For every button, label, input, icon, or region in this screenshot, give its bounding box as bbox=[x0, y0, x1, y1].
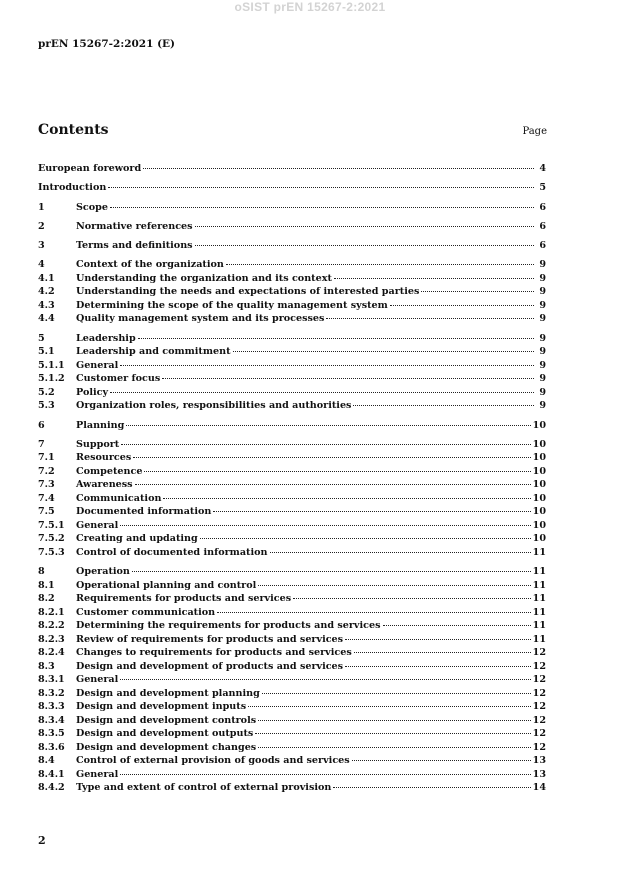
toc-entry-number: 7.5 bbox=[38, 506, 55, 518]
toc-dot-leader bbox=[334, 278, 534, 279]
toc-entry-number: 8.3.1 bbox=[38, 674, 65, 686]
toc-dot-leader bbox=[213, 511, 530, 512]
toc-entry[interactable] bbox=[38, 565, 546, 579]
toc-entry-page: 9 bbox=[539, 286, 546, 298]
toc-entry-page: 10 bbox=[532, 438, 546, 450]
toc-dot-leader bbox=[120, 525, 530, 526]
toc-entry-page: 12 bbox=[532, 647, 546, 659]
toc-entry[interactable] bbox=[38, 492, 546, 506]
toc-entry[interactable] bbox=[38, 579, 546, 593]
toc-entry-title: General bbox=[76, 359, 119, 371]
toc-dot-leader bbox=[126, 425, 530, 426]
toc-entry-title: European foreword bbox=[38, 163, 142, 174]
toc-dot-leader bbox=[138, 338, 534, 339]
toc-dot-leader bbox=[258, 747, 530, 748]
toc-entry-title: Resources bbox=[76, 452, 132, 464]
toc-dot-leader bbox=[110, 207, 534, 208]
toc-entry-page: 11 bbox=[532, 606, 546, 618]
toc-entry-title: Type and extent of control of external provision bbox=[76, 782, 332, 794]
toc-entry-title: Changes to requirements for products and services bbox=[76, 647, 352, 659]
toc-dot-leader bbox=[258, 585, 530, 586]
toc-entry-page: 9 bbox=[539, 386, 546, 398]
contents-title: Contents bbox=[38, 122, 109, 138]
toc-entry-number: 8.2.1 bbox=[38, 606, 65, 618]
toc-entry-page: 10 bbox=[532, 519, 546, 531]
toc-entry-title: Competence bbox=[76, 465, 143, 477]
toc-entry-page: 10 bbox=[532, 465, 546, 477]
toc-dot-leader bbox=[195, 226, 534, 227]
toc-entry[interactable] bbox=[38, 754, 546, 768]
toc-entry-page: 10 bbox=[532, 479, 546, 491]
toc-dot-leader bbox=[258, 720, 531, 721]
toc-entry-page: 6 bbox=[539, 240, 546, 252]
toc-entry-title: Context of the organization bbox=[76, 259, 224, 271]
toc-entry-number: 5.1 bbox=[38, 346, 55, 358]
toc-dot-leader bbox=[421, 291, 534, 292]
toc-entry[interactable] bbox=[38, 646, 546, 660]
toc-dot-leader bbox=[110, 392, 534, 393]
toc-entry-title: Design and development planning bbox=[76, 687, 260, 699]
toc-entry-number: 5.2 bbox=[38, 386, 55, 398]
toc-dot-leader bbox=[162, 378, 534, 379]
toc-dot-leader bbox=[200, 538, 531, 539]
toc-dot-leader bbox=[121, 444, 530, 445]
toc-dot-leader bbox=[108, 187, 534, 188]
toc-entry-number: 2 bbox=[38, 220, 45, 232]
toc-entry-title: Review of requirements for products and services bbox=[76, 633, 344, 645]
toc-entry-title: Determining the scope of the quality management system bbox=[76, 299, 388, 311]
toc-entry-number: 8.3 bbox=[38, 660, 55, 672]
toc-entry[interactable] bbox=[38, 619, 546, 633]
toc-dot-leader bbox=[352, 760, 531, 761]
toc-entry-title: Design and development changes bbox=[76, 741, 257, 753]
toc-entry-page: 12 bbox=[532, 728, 546, 740]
table-of-contents bbox=[38, 162, 546, 795]
toc-entry-number: 8.2.2 bbox=[38, 620, 65, 632]
toc-entry-page: 10 bbox=[532, 452, 546, 464]
toc-entry-page: 9 bbox=[539, 259, 546, 271]
toc-entry[interactable] bbox=[38, 465, 546, 479]
toc-dot-leader bbox=[354, 652, 531, 653]
toc-entry-page: 11 bbox=[532, 546, 546, 558]
toc-entry-title: Design and development outputs bbox=[76, 728, 254, 740]
toc-entry[interactable] bbox=[38, 399, 546, 413]
toc-entry-title: Documented information bbox=[76, 506, 212, 518]
toc-entry[interactable] bbox=[38, 673, 546, 687]
toc-entry[interactable] bbox=[38, 345, 546, 359]
toc-entry[interactable] bbox=[38, 532, 546, 546]
toc-entry-number: 4.1 bbox=[38, 272, 55, 284]
footer-page-number: 2 bbox=[38, 834, 46, 847]
toc-entry[interactable] bbox=[38, 438, 546, 452]
toc-entry-number: 5.1.2 bbox=[38, 373, 65, 385]
toc-entry-number: 6 bbox=[38, 419, 45, 431]
toc-entry-title: General bbox=[76, 519, 119, 531]
toc-dot-leader bbox=[345, 666, 531, 667]
toc-entry-number: 8.2.4 bbox=[38, 647, 65, 659]
toc-dot-leader bbox=[120, 774, 530, 775]
toc-entry-number: 8 bbox=[38, 566, 45, 578]
toc-entry-page: 10 bbox=[532, 506, 546, 518]
toc-dot-leader bbox=[133, 457, 530, 458]
toc-entry-page: 6 bbox=[539, 201, 546, 213]
toc-dot-leader bbox=[262, 693, 531, 694]
toc-entry-number: 5 bbox=[38, 332, 45, 344]
toc-entry[interactable] bbox=[38, 220, 546, 234]
toc-dot-leader bbox=[195, 245, 534, 246]
toc-entry-number: 7.5.3 bbox=[38, 546, 65, 558]
toc-dot-leader bbox=[132, 571, 531, 572]
toc-entry-title: Design and development inputs bbox=[76, 701, 247, 713]
toc-entry[interactable] bbox=[38, 660, 546, 674]
toc-entry-number: 8.3.6 bbox=[38, 741, 65, 753]
toc-entry[interactable] bbox=[38, 285, 546, 299]
toc-entry[interactable] bbox=[38, 592, 546, 606]
toc-dot-leader bbox=[255, 733, 530, 734]
watermark: oSIST prEN 15267-2:2021 bbox=[234, 0, 386, 14]
toc-dot-leader bbox=[345, 639, 531, 640]
toc-entry-number: 8.3.5 bbox=[38, 728, 65, 740]
toc-entry-page: 10 bbox=[532, 533, 546, 545]
toc-entry-title: General bbox=[76, 768, 119, 780]
toc-entry-title: Quality management system and its processes bbox=[76, 313, 325, 325]
toc-entry[interactable] bbox=[38, 741, 546, 755]
toc-entry-title: Creating and updating bbox=[76, 533, 198, 545]
toc-entry-number: 7.3 bbox=[38, 479, 55, 491]
toc-entry-title: Policy bbox=[76, 386, 109, 398]
toc-entry-page: 12 bbox=[532, 701, 546, 713]
toc-entry[interactable] bbox=[38, 386, 546, 400]
toc-entry-page: 11 bbox=[532, 620, 546, 632]
toc-entry-page: 11 bbox=[532, 566, 546, 578]
toc-entry-number: 4.2 bbox=[38, 286, 55, 298]
toc-entry[interactable] bbox=[38, 299, 546, 313]
toc-dot-leader bbox=[248, 706, 531, 707]
toc-dot-leader bbox=[383, 625, 531, 626]
toc-entry[interactable] bbox=[38, 768, 546, 782]
toc-entry-number: 8.2 bbox=[38, 593, 55, 605]
toc-entry[interactable] bbox=[38, 633, 546, 647]
toc-entry-title: Normative references bbox=[76, 220, 193, 232]
toc-entry[interactable] bbox=[38, 419, 546, 433]
toc-dot-leader bbox=[135, 484, 531, 485]
toc-entry-number: 4 bbox=[38, 259, 45, 271]
toc-entry[interactable] bbox=[38, 505, 546, 519]
toc-entry-page: 9 bbox=[539, 346, 546, 358]
toc-entry-title: Control of documented information bbox=[76, 546, 268, 558]
toc-entry-number: 4.4 bbox=[38, 313, 55, 325]
toc-dot-leader bbox=[217, 612, 531, 613]
toc-entry-page: 12 bbox=[532, 660, 546, 672]
toc-entry-page: 13 bbox=[532, 755, 546, 767]
toc-dot-leader bbox=[353, 405, 534, 406]
toc-entry[interactable] bbox=[38, 332, 546, 346]
toc-entry[interactable] bbox=[38, 606, 546, 620]
toc-entry-title: Leadership and commitment bbox=[76, 346, 231, 358]
toc-entry-title: Operational planning and control bbox=[76, 579, 257, 591]
toc-entry-title: Operation bbox=[76, 566, 130, 578]
toc-entry-page: 6 bbox=[539, 220, 546, 232]
toc-entry-page: 9 bbox=[539, 299, 546, 311]
toc-entry-page: 10 bbox=[532, 492, 546, 504]
toc-entry[interactable] bbox=[38, 372, 546, 386]
toc-entry-page: 9 bbox=[539, 400, 546, 412]
toc-entry[interactable] bbox=[38, 258, 546, 272]
toc-entry-title: Control of external provision of goods and services bbox=[76, 755, 350, 767]
toc-entry[interactable] bbox=[38, 272, 546, 286]
toc-entry-number: 8.3.2 bbox=[38, 687, 65, 699]
toc-entry-page: 5 bbox=[539, 182, 546, 194]
toc-entry-title: Terms and definitions bbox=[76, 240, 193, 252]
toc-entry-page: 12 bbox=[532, 674, 546, 686]
toc-entry[interactable] bbox=[38, 781, 546, 795]
toc-entry-title: Design and development of products and services bbox=[76, 660, 344, 672]
toc-entry-number: 8.4.2 bbox=[38, 782, 65, 794]
toc-entry-title: General bbox=[76, 674, 119, 686]
toc-entry[interactable] bbox=[38, 519, 546, 533]
toc-entry-number: 8.4.1 bbox=[38, 768, 65, 780]
toc-entry-number: 7.4 bbox=[38, 492, 55, 504]
toc-dot-leader bbox=[226, 264, 534, 265]
toc-dot-leader bbox=[120, 365, 534, 366]
toc-entry-number: 7.1 bbox=[38, 452, 55, 464]
toc-entry-title: Determining the requirements for products and services bbox=[76, 620, 381, 632]
toc-dot-leader bbox=[333, 787, 530, 788]
toc-entry[interactable] bbox=[38, 478, 546, 492]
toc-entry-title: Design and development controls bbox=[76, 714, 257, 726]
toc-dot-leader bbox=[233, 351, 534, 352]
toc-entry-page: 9 bbox=[539, 332, 546, 344]
toc-dot-leader bbox=[163, 498, 530, 499]
toc-entry-number: 8.3.3 bbox=[38, 701, 65, 713]
toc-entry-number: 1 bbox=[38, 201, 45, 213]
toc-entry-page: 9 bbox=[539, 359, 546, 371]
toc-dot-leader bbox=[390, 305, 534, 306]
toc-dot-leader bbox=[143, 168, 534, 169]
toc-entry[interactable] bbox=[38, 181, 546, 195]
toc-dot-leader bbox=[293, 598, 531, 599]
toc-dot-leader bbox=[326, 318, 534, 319]
toc-entry-number: 8.3.4 bbox=[38, 714, 65, 726]
toc-entry-title: Customer focus bbox=[76, 373, 161, 385]
toc-entry-page: 12 bbox=[532, 687, 546, 699]
toc-entry-page: 12 bbox=[532, 714, 546, 726]
toc-entry[interactable] bbox=[38, 727, 546, 741]
toc-entry-number: 7 bbox=[38, 438, 45, 450]
toc-entry-page: 13 bbox=[532, 768, 546, 780]
toc-entry-title: Awareness bbox=[76, 479, 133, 491]
toc-entry[interactable] bbox=[38, 239, 546, 253]
toc-entry[interactable] bbox=[38, 700, 546, 714]
toc-entry[interactable] bbox=[38, 162, 546, 176]
toc-entry-page: 12 bbox=[532, 741, 546, 753]
toc-dot-leader bbox=[144, 471, 530, 472]
toc-entry-page: 11 bbox=[532, 579, 546, 591]
toc-entry-title: Introduction bbox=[38, 182, 107, 194]
toc-entry-page: 9 bbox=[539, 272, 546, 284]
toc-entry-title: Planning bbox=[76, 419, 125, 431]
toc-entry-number: 8.1 bbox=[38, 579, 55, 591]
toc-entry-title: Organization roles, responsibilities and authorities bbox=[76, 400, 352, 412]
toc-entry-number: 8.2.3 bbox=[38, 633, 65, 645]
toc-entry-title: Understanding the needs and expectations of interested parties bbox=[76, 286, 420, 298]
toc-entry-title: Customer communication bbox=[76, 606, 216, 618]
document-id: prEN 15267-2:2021 (E) bbox=[38, 38, 176, 50]
toc-entry[interactable] bbox=[38, 312, 546, 326]
toc-entry-page: 9 bbox=[539, 313, 546, 325]
toc-entry[interactable] bbox=[38, 201, 546, 215]
toc-entry-title: Support bbox=[76, 438, 120, 450]
toc-entry-title: Scope bbox=[76, 201, 108, 213]
toc-dot-leader bbox=[120, 679, 530, 680]
toc-entry-title: Understanding the organization and its context bbox=[76, 272, 332, 284]
toc-entry-number: 8.4 bbox=[38, 755, 55, 767]
toc-entry[interactable] bbox=[38, 687, 546, 701]
toc-entry[interactable] bbox=[38, 546, 546, 560]
toc-entry-page: 4 bbox=[539, 163, 546, 174]
toc-entry-page: 14 bbox=[532, 782, 546, 794]
toc-entry-title: Requirements for products and services bbox=[76, 593, 292, 605]
toc-entry[interactable] bbox=[38, 714, 546, 728]
toc-entry-page: 9 bbox=[539, 373, 546, 385]
toc-entry-page: 10 bbox=[532, 419, 546, 431]
toc-entry-page: 11 bbox=[532, 633, 546, 645]
toc-entry-number: 5.1.1 bbox=[38, 359, 65, 371]
toc-dot-leader bbox=[270, 552, 531, 553]
toc-entry-page: 11 bbox=[532, 593, 546, 605]
toc-entry-title: Communication bbox=[76, 492, 162, 504]
toc-entry[interactable] bbox=[38, 451, 546, 465]
toc-entry-number: 3 bbox=[38, 240, 45, 252]
toc-entry-number: 7.2 bbox=[38, 465, 55, 477]
toc-entry-title: Leadership bbox=[76, 332, 136, 344]
toc-entry-number: 4.3 bbox=[38, 299, 55, 311]
toc-entry-number: 7.5.1 bbox=[38, 519, 65, 531]
toc-entry-number: 5.3 bbox=[38, 400, 55, 412]
page-column-label: Page bbox=[522, 126, 547, 137]
toc-entry-number: 7.5.2 bbox=[38, 533, 65, 545]
toc-entry[interactable] bbox=[38, 359, 546, 373]
